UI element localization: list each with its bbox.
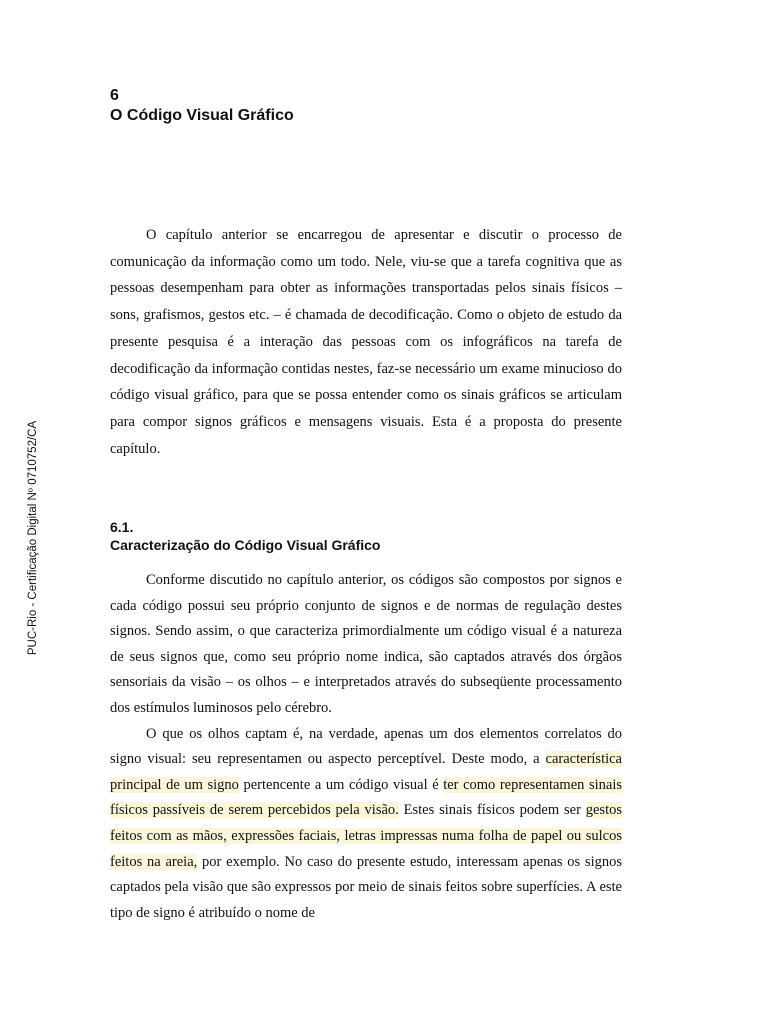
intro-text: [110, 222, 622, 462]
body-paragraph-1: Conforme discutido no capítulo anterior, os códigos são compostos por signos e cada código possui seu próprio conjunto de signos e de normas de regulação destes signos. Sendo assim, o que caracteriza primordialmente um código visual é a natureza de seus signos que, como seu próprio nome indica, são captados através dos órgãos sensoriais da visão – os olhos – e interpretados através do subseqüente processamento dos estímulos luminosos pelo cérebro.: [110, 572, 622, 716]
paragraph-text: pertencente a um código visual é: [238, 776, 444, 793]
highlighted-text: gestos feitos com as mãos, expressões faciais, letras impressas numa folha de papel ou sulcos feitos na areia,: [110, 802, 622, 870]
section-number: 6.1.: [110, 519, 134, 535]
chapter-title: O Código Visual Gráfico: [110, 107, 294, 124]
chapter-heading: [110, 86, 294, 126]
highlighted-text: ter como representamen sinais físicos passíveis de serem percebidos pela visão.: [110, 776, 622, 819]
body-paragraph-2: [110, 722, 622, 927]
highlighted-text: característica principal de um signo: [110, 751, 622, 793]
section-heading: [110, 518, 380, 554]
certification-stamp: PUC-Rio - Certificação Digital Nº 0710752/CA: [27, 420, 39, 656]
paragraph-text: por exemplo. No caso do presente estudo, interessam apenas os signos captados pela visão que são expressos por meio de sinais feitos sobre superfícies. A este tipo de signo é atribuído o nome de: [110, 853, 622, 921]
intro-paragraph: O capítulo anterior se encarregou de apresentar e discutir o processo de comunicação da informação como um todo. Nele, viu-se que a tarefa cognitiva que as pessoas desempenham para obter as informações transportadas pelos sinais físicos – sons, grafismos, gestos etc. – é chamada de decodificação. Como o objeto de estudo da presente pesquisa é a interação das pessoas com os infográficos na tarefa de decodificação da informação contidas nestes, faz-se necessário um exame minucioso do código visual gráfico, para que se possa entender como os sinais gráficos se articulam para compor signos gráficos e mensagens visuais. Esta é a proposta do presente capítulo.: [110, 227, 622, 457]
paragraph-text: O que os olhos captam é, na verdade, apenas um dos elementos correlatos do signo visual: seu representamen ou aspecto perceptível. Deste modo, a: [110, 725, 622, 768]
chapter-number: 6: [110, 87, 119, 104]
section-title: Caracterização do Código Visual Gráfico: [110, 537, 381, 553]
paragraph-text: Estes sinais físicos podem ser: [398, 802, 586, 819]
section-body: [110, 568, 622, 926]
